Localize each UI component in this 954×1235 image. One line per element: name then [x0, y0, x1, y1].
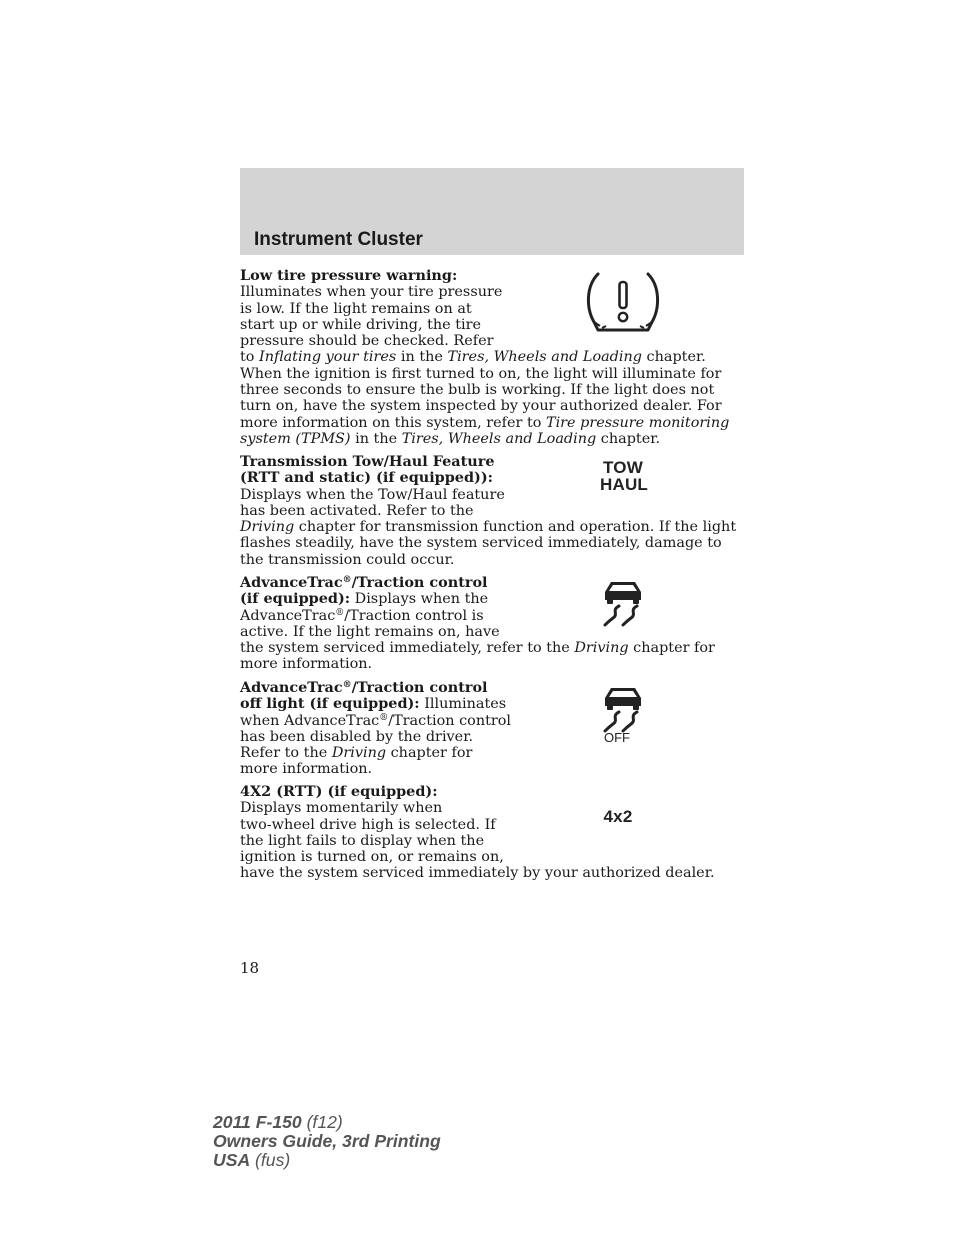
entry-text: in the [350, 430, 402, 447]
entry-text-line: is low. If the light remains on at [240, 300, 472, 317]
entry-text: chapter. [596, 430, 661, 447]
entry-text: in the [396, 349, 448, 366]
registered-mark: ® [335, 607, 345, 618]
entry-text-line: Illuminates when your tire pressure [240, 284, 503, 301]
registered-mark: ® [379, 712, 389, 723]
entry-advancetrac-off [240, 680, 745, 778]
entry-heading: AdvanceTrac [240, 679, 343, 696]
entry-tow-haul [240, 454, 745, 568]
entry-heading: Low tire pressure warning: [240, 267, 458, 284]
footer-market: USA [213, 1150, 251, 1170]
cross-reference: Inflating your tires [259, 349, 397, 366]
entry-text: Illuminates [419, 696, 507, 713]
section-title: Instrument Cluster [254, 229, 423, 250]
entry-heading: 4X2 (RTT) (if equipped): [240, 783, 438, 800]
entry-text: chapter for [386, 745, 473, 762]
entry-heading: /Traction control [351, 679, 488, 696]
entry-low-tire-pressure [240, 268, 745, 447]
4x2-icon: 4x2 [603, 807, 633, 826]
entry-text: chapter. When the ignition is first turned to on, the light will illuminate for three seconds to ensure the bulb is working. If the light does not turn on, have the system inspected by your authorized dealer. For more information on this system, refer to [240, 349, 722, 431]
cross-reference: Tires, Wheels and Loading [447, 349, 642, 366]
entry-advancetrac [240, 575, 745, 673]
entry-text: /Traction control [388, 712, 512, 729]
entry-text-line: two-wheel drive high is selected. If [240, 816, 496, 833]
entry-text-line: has been disabled by the driver. [240, 728, 474, 745]
entry-text-line: pressure should be checked. Refer [240, 333, 494, 350]
section-header-band [240, 168, 744, 255]
entry-text: chapter for more information. [240, 640, 715, 673]
entry-heading: AdvanceTrac [240, 574, 343, 591]
entry-text-line: has been activated. Refer to the [240, 502, 474, 519]
entry-text: Refer to the [240, 745, 332, 762]
traction-control-off-icon [600, 682, 646, 745]
page-number: 18 [240, 959, 260, 977]
cross-reference: Driving [574, 640, 629, 657]
entry-text-line: Displays when the Tow/Haul feature [240, 486, 505, 503]
footer-code: (f12) [301, 1112, 343, 1132]
entry-heading: (RTT and static) (if equipped)): [240, 469, 493, 487]
document-footer [213, 1113, 441, 1170]
traction-control-off-symbol [601, 682, 645, 734]
registered-mark: ® [342, 575, 352, 585]
entry-text: chapter for transmission function and operation. If the light flashes steadily, have the system serviced immediately, damage to the transmission could occur. [240, 519, 737, 568]
entry-text: Displays when the [350, 591, 489, 608]
entry-text: /Traction control is [344, 607, 484, 624]
entry-text: when AdvanceTrac [240, 712, 380, 729]
entry-heading: off light (if equipped): [240, 695, 420, 713]
entry-text: the system serviced immediately, refer to the [240, 640, 575, 657]
footer-edition: Owners Guide, 3rd Printing [213, 1131, 441, 1151]
footer-market-code: (fus) [250, 1150, 291, 1170]
entry-text-line: start up or while driving, the tire [240, 316, 482, 333]
entry-text-line: the light fails to display when the [240, 832, 485, 849]
entry-text: to [240, 349, 260, 366]
entry-heading: (if equipped): [240, 590, 351, 608]
entry-text-line: active. If the light remains on, have [240, 623, 500, 640]
entry-text: have the system serviced immediately by your authorized dealer. [240, 865, 715, 882]
cross-reference: Driving [331, 745, 387, 762]
cross-reference: Tires, Wheels and Loading [401, 430, 597, 447]
entry-text: AdvanceTrac [240, 607, 336, 624]
entry-text-line: ignition is turned on, or remains on, [240, 849, 504, 866]
tow-haul-icon [600, 458, 649, 494]
cross-reference: Driving [240, 519, 295, 536]
tow-haul-icon-line: TOW [603, 458, 643, 477]
tow-haul-icon-line: HAUL [600, 475, 649, 494]
entry-heading: Transmission Tow/Haul Feature [240, 453, 495, 470]
entry-text-line: more information. [240, 761, 373, 778]
entry-heading: /Traction control [351, 574, 488, 591]
traction-control-icon [601, 576, 645, 628]
entry-text-line: Displays momentarily when [240, 800, 443, 817]
cross-reference: Tire pressure monitoring system (TPMS) [240, 414, 730, 447]
footer-model: 2011 F-150 [213, 1112, 302, 1132]
entry-4x2 [240, 784, 745, 882]
tire-pressure-warning-icon [584, 270, 662, 342]
traction-control-off-label: OFF [604, 730, 630, 745]
registered-mark: ® [342, 680, 352, 690]
